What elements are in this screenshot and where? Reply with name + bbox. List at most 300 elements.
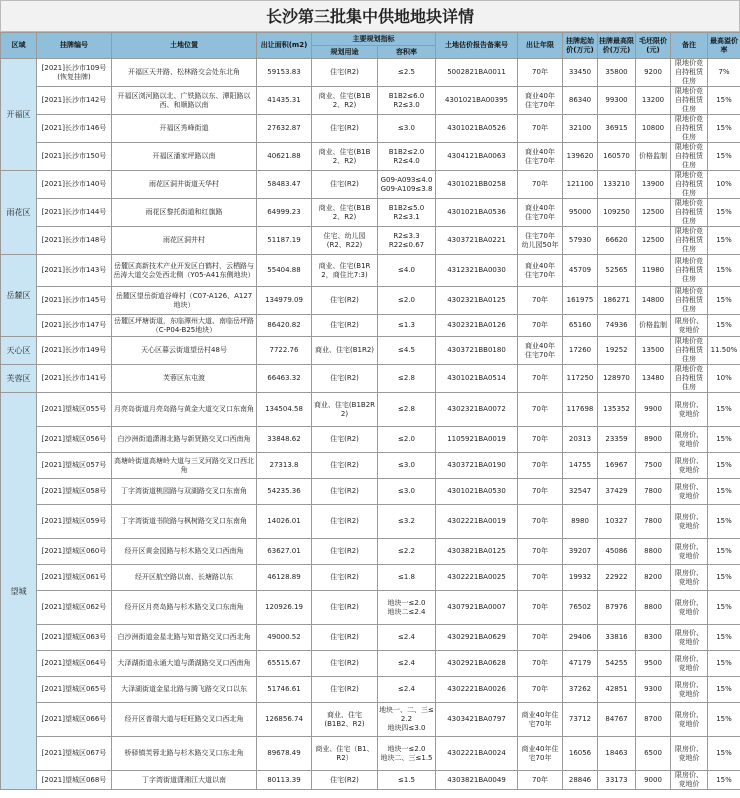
location-cell: 丁字湾街道潇湘江大道以南 xyxy=(112,771,257,790)
location-cell: 天心区暮云街道望岳村48号 xyxy=(112,337,257,365)
start-price-cell: 19932 xyxy=(563,565,598,591)
use-cell xyxy=(312,771,378,790)
years-cell-line: 70年 xyxy=(532,633,548,641)
max-price-cell: 42851 xyxy=(598,677,636,703)
use-cell-line: 商业、住宅(B1R2) xyxy=(314,346,375,354)
note-cell: 限房价、竞地价 xyxy=(671,591,708,625)
far-cell xyxy=(378,365,436,393)
location-cell: 丁字湾街道书院路与枫树路交叉口东南角 xyxy=(112,505,257,539)
note-cell: 限房价、竞地价 xyxy=(671,625,708,651)
use-cell-line: 住宅(R2) xyxy=(330,547,359,555)
table-row xyxy=(1,771,740,790)
district-cell: 雨花区 xyxy=(1,171,37,255)
max-price-cell: 45086 xyxy=(598,539,636,565)
gross-price-cell: 9300 xyxy=(636,677,671,703)
use-cell-line: 住宅(R2) xyxy=(330,124,359,132)
use-cell-line: 住宅(R2) xyxy=(330,487,359,495)
years-cell-line: 住宅70年 xyxy=(525,100,555,109)
use-cell-line: 住宅(R2) xyxy=(330,374,359,382)
far-cell-line: G09-A093≤4.0 xyxy=(380,175,433,184)
premium-cell: 15% xyxy=(708,565,740,591)
far-cell xyxy=(378,255,436,287)
area-cell: 51187.19 xyxy=(257,227,312,255)
report-cell: 4301021BA0536 xyxy=(436,199,518,227)
use-cell xyxy=(312,143,378,171)
plot-no-cell: [2021]长沙市149号 xyxy=(37,337,112,365)
report-cell: 4301021BA0514 xyxy=(436,365,518,393)
table-row xyxy=(1,677,740,703)
start-price-cell: 28846 xyxy=(563,771,598,790)
far-cell xyxy=(378,453,436,479)
note-cell: 限地价竞自持租赁住房 xyxy=(671,199,708,227)
location-cell: 经开区普瑞大道与旺旺路交叉口西北角 xyxy=(112,703,257,737)
area-cell: 120926.19 xyxy=(257,591,312,625)
far-cell xyxy=(378,59,436,87)
location-cell: 岳麓区望岳街道谷峰村（C07-A126、A127地块） xyxy=(112,287,257,315)
years-cell-line: 70年 xyxy=(532,405,548,413)
table-row xyxy=(1,87,740,115)
max-price-cell: 23359 xyxy=(598,427,636,453)
plot-no-cell: [2021]望城区064号 xyxy=(37,651,112,677)
max-price-cell: 186271 xyxy=(598,287,636,315)
gross-price-cell: 8800 xyxy=(636,539,671,565)
use-cell-line: 商业、住宅(B1B2、R2) xyxy=(318,203,371,221)
far-cell xyxy=(378,87,436,115)
report-cell: 4303421BA0797 xyxy=(436,703,518,737)
location-cell: 雨花区洞井街道天华村 xyxy=(112,171,257,199)
gross-price-cell: 12500 xyxy=(636,199,671,227)
use-cell xyxy=(312,427,378,453)
far-cell-line: 地块四≤3.0 xyxy=(387,724,426,732)
far-cell-line: ≤3.0 xyxy=(398,461,415,469)
use-cell-line: 商业、住宅（B1、R2） xyxy=(315,744,374,762)
gross-price-cell: 13200 xyxy=(636,87,671,115)
location-cell: 大泽湖街道永通大道与潇湖路交叉口西南角 xyxy=(112,651,257,677)
gross-price-cell: 14800 xyxy=(636,287,671,315)
max-price-cell: 74936 xyxy=(598,315,636,337)
use-cell xyxy=(312,393,378,427)
far-cell xyxy=(378,505,436,539)
years-cell-line: 70年 xyxy=(532,487,548,495)
years-cell xyxy=(518,737,563,771)
use-cell xyxy=(312,171,378,199)
area-cell: 46128.89 xyxy=(257,565,312,591)
start-price-cell: 86340 xyxy=(563,87,598,115)
years-cell-line: 70年 xyxy=(532,68,548,76)
far-cell xyxy=(378,143,436,171)
use-cell xyxy=(312,539,378,565)
gross-price-cell: 9900 xyxy=(636,393,671,427)
plot-no-cell: [2021]望城区059号 xyxy=(37,505,112,539)
max-price-cell: 66620 xyxy=(598,227,636,255)
plot-table-body xyxy=(1,59,740,790)
note-cell: 限房价、竞地价 xyxy=(671,315,708,337)
start-price-cell: 8980 xyxy=(563,505,598,539)
table-row xyxy=(1,591,740,625)
note-cell: 限地价竞自持租赁住房 xyxy=(671,337,708,365)
max-price-cell: 84767 xyxy=(598,703,636,737)
area-cell: 7722.76 xyxy=(257,337,312,365)
far-cell-line: ≤2.5 xyxy=(398,68,415,76)
far-cell xyxy=(378,227,436,255)
gross-price-cell: 8200 xyxy=(636,565,671,591)
table-row xyxy=(1,651,740,677)
table-row xyxy=(1,227,740,255)
use-cell-line: 住宅(R2) xyxy=(330,461,359,469)
use-cell-line: 住宅(R2) xyxy=(330,68,359,76)
table-row xyxy=(1,505,740,539)
use-cell xyxy=(312,565,378,591)
start-price-cell: 121100 xyxy=(563,171,598,199)
years-cell-line: 70年 xyxy=(532,435,548,443)
use-cell-line: 商业、住宅(B1B2、R2) xyxy=(318,147,371,165)
max-price-cell: 33173 xyxy=(598,771,636,790)
use-cell-line: (B1B2、R2) xyxy=(324,719,365,728)
gross-price-cell: 9500 xyxy=(636,651,671,677)
far-cell xyxy=(378,651,436,677)
years-cell-line: 70年 xyxy=(532,517,548,525)
start-price-cell: 95000 xyxy=(563,199,598,227)
use-cell-line: 住宅(R2) xyxy=(330,603,359,611)
table-row xyxy=(1,315,740,337)
report-cell: 4301021BA0526 xyxy=(436,115,518,143)
start-price-cell: 45709 xyxy=(563,255,598,287)
far-cell xyxy=(378,565,436,591)
header-max-price: 挂牌最高限价(万元) xyxy=(598,33,636,59)
report-cell: 4302921BA0629 xyxy=(436,625,518,651)
plot-no-cell: [2021]望城区058号 xyxy=(37,479,112,505)
far-cell xyxy=(378,591,436,625)
use-cell xyxy=(312,453,378,479)
far-cell xyxy=(378,337,436,365)
far-cell-line: ≤4.5 xyxy=(398,346,415,354)
years-cell-line: 70年 xyxy=(532,603,548,611)
district-cell: 望城 xyxy=(1,393,37,790)
location-cell: 桥驿镇芙蓉北路与杉木路交叉口东北角 xyxy=(112,737,257,771)
table-row xyxy=(1,625,740,651)
years-cell xyxy=(518,393,563,427)
premium-cell: 15% xyxy=(708,703,740,737)
premium-cell: 15% xyxy=(708,427,740,453)
header-gross: 毛坯限价(元) xyxy=(636,33,671,59)
note-cell: 限房价、竞地价 xyxy=(671,393,708,427)
years-cell xyxy=(518,365,563,393)
far-cell xyxy=(378,199,436,227)
premium-cell: 7% xyxy=(708,59,740,87)
max-price-cell: 135352 xyxy=(598,393,636,427)
premium-cell: 15% xyxy=(708,625,740,651)
premium-cell: 15% xyxy=(708,737,740,771)
location-cell: 雨花区黎托街道和红旗路 xyxy=(112,199,257,227)
use-cell-line: 住宅(R2) xyxy=(330,659,359,667)
years-cell xyxy=(518,255,563,287)
header-far: 容积率 xyxy=(378,46,436,59)
start-price-cell: 29406 xyxy=(563,625,598,651)
plot-no-cell: [2021]长沙市147号 xyxy=(37,315,112,337)
use-cell xyxy=(312,59,378,87)
plot-no-cell: [2021]长沙市140号 xyxy=(37,171,112,199)
table-row xyxy=(1,199,740,227)
max-price-cell: 128970 xyxy=(598,365,636,393)
start-price-cell: 76502 xyxy=(563,591,598,625)
start-price-cell: 32100 xyxy=(563,115,598,143)
far-cell xyxy=(378,393,436,427)
note-cell: 限地价竞自持租赁住房 xyxy=(671,143,708,171)
report-cell: 4307921BA0007 xyxy=(436,591,518,625)
years-cell-line: 商业40年 xyxy=(525,203,555,212)
location-cell: 经开区航空路以南、长塘路以东 xyxy=(112,565,257,591)
note-cell: 限地价竞自持租赁住房 xyxy=(671,287,708,315)
start-price-cell: 17260 xyxy=(563,337,598,365)
premium-cell: 15% xyxy=(708,115,740,143)
header-report: 土地估价报告备案号 xyxy=(436,33,518,59)
note-cell: 限房价、竞地价 xyxy=(671,427,708,453)
report-cell: 4303821BA0049 xyxy=(436,771,518,790)
header-planning: 主要规划指标 xyxy=(312,33,436,46)
years-cell xyxy=(518,651,563,677)
use-cell-line: 商业、住宅(B1B2、R2) xyxy=(318,91,371,109)
report-cell: 1105921BA0019 xyxy=(436,427,518,453)
header-use: 规划用途 xyxy=(312,46,378,59)
years-cell-line: 住宅70年 xyxy=(525,270,555,279)
years-cell-line: 70年 xyxy=(532,775,548,784)
years-cell-line: 70年 xyxy=(532,124,548,132)
area-cell: 55404.88 xyxy=(257,255,312,287)
plot-no-cell: [2021]望城区055号 xyxy=(37,393,112,427)
table-row xyxy=(1,427,740,453)
area-cell: 58483.47 xyxy=(257,171,312,199)
years-cell xyxy=(518,227,563,255)
far-cell-line: ≤2.4 xyxy=(398,685,415,693)
years-cell xyxy=(518,591,563,625)
years-cell-line: 商业40年 xyxy=(525,147,555,156)
years-cell-line: 70年 xyxy=(532,180,548,188)
premium-cell: 15% xyxy=(708,87,740,115)
district-cell: 天心区 xyxy=(1,337,37,365)
location-cell: 经开区黄金园路与杉木路交叉口西南角 xyxy=(112,539,257,565)
gross-price-cell: 7800 xyxy=(636,505,671,539)
gross-price-cell: 8800 xyxy=(636,591,671,625)
area-cell: 126856.74 xyxy=(257,703,312,737)
years-cell-line: 70年 xyxy=(532,321,548,329)
start-price-cell: 73712 xyxy=(563,703,598,737)
use-cell-line: 住宅(R2) xyxy=(330,633,359,641)
start-price-cell: 39207 xyxy=(563,539,598,565)
area-cell: 134979.09 xyxy=(257,287,312,315)
premium-cell: 15% xyxy=(708,505,740,539)
use-cell xyxy=(312,255,378,287)
use-cell-line: 住宅(R2) xyxy=(330,517,359,525)
max-price-cell: 37429 xyxy=(598,479,636,505)
plot-no-cell: [2021]长沙市142号 xyxy=(37,87,112,115)
report-cell: 4302221BA0026 xyxy=(436,677,518,703)
years-cell xyxy=(518,771,563,790)
report-cell: 4303721BB0180 xyxy=(436,337,518,365)
area-cell: 66463.32 xyxy=(257,365,312,393)
report-cell: 4304121BA0063 xyxy=(436,143,518,171)
premium-cell: 15% xyxy=(708,453,740,479)
years-cell-line: 70年 xyxy=(532,374,548,382)
far-cell xyxy=(378,737,436,771)
far-cell xyxy=(378,771,436,790)
years-cell-line: 住宅70年 xyxy=(525,231,555,240)
start-price-cell: 117698 xyxy=(563,393,598,427)
area-cell: 40621.88 xyxy=(257,143,312,171)
premium-cell: 15% xyxy=(708,677,740,703)
far-cell-line: ≤1.3 xyxy=(398,321,415,329)
header-premium: 最高溢价率 xyxy=(708,33,740,59)
far-cell-line: R2≤3.0 xyxy=(393,100,420,109)
header-start: 挂牌起始价(万元) xyxy=(563,33,598,59)
table-row xyxy=(1,365,740,393)
start-price-cell: 14755 xyxy=(563,453,598,479)
years-cell-line: 商业40年住宅70年 xyxy=(521,744,559,762)
plot-table xyxy=(0,32,740,790)
table-row xyxy=(1,393,740,427)
far-cell-line: B1B2≤6.0 xyxy=(388,91,425,100)
premium-cell: 15% xyxy=(708,539,740,565)
report-cell: 4302321BA0126 xyxy=(436,315,518,337)
table-row xyxy=(1,171,740,199)
report-cell: 4302221BA0019 xyxy=(436,505,518,539)
premium-cell: 15% xyxy=(708,479,740,505)
report-cell: 4302321BA0072 xyxy=(436,393,518,427)
header-years: 出让年限 xyxy=(518,33,563,59)
note-cell: 限地价竞自持租赁住房 xyxy=(671,115,708,143)
plot-no-cell: [2021]长沙市109号(恢复挂牌) xyxy=(37,59,112,87)
plot-no-cell: [2021]长沙市150号 xyxy=(37,143,112,171)
years-cell xyxy=(518,539,563,565)
gross-price-cell: 价格监制 xyxy=(636,315,671,337)
far-cell-line: ≤3.0 xyxy=(398,487,415,495)
premium-cell: 15% xyxy=(708,771,740,790)
max-price-cell: 109250 xyxy=(598,199,636,227)
premium-cell: 10% xyxy=(708,365,740,393)
use-cell xyxy=(312,227,378,255)
area-cell: 65515.67 xyxy=(257,651,312,677)
far-cell xyxy=(378,115,436,143)
premium-cell: 15% xyxy=(708,393,740,427)
years-cell-line: 住宅70年 xyxy=(525,350,555,359)
far-cell xyxy=(378,171,436,199)
far-cell xyxy=(378,287,436,315)
far-cell-line: ≤3.2 xyxy=(398,517,415,525)
far-cell xyxy=(378,539,436,565)
years-cell xyxy=(518,453,563,479)
plot-no-cell: [2021]望城区061号 xyxy=(37,565,112,591)
note-cell: 限房价、竞地价 xyxy=(671,505,708,539)
years-cell xyxy=(518,287,563,315)
location-cell: 岳麓区坪塘街道，东临潭州大道、南临岳坪路（C-P04-B25地块） xyxy=(112,315,257,337)
header-area: 出让面积(m2) xyxy=(257,33,312,59)
use-cell-line: 住宅(R2) xyxy=(330,180,359,188)
area-cell: 59153.83 xyxy=(257,59,312,87)
max-price-cell: 160570 xyxy=(598,143,636,171)
use-cell xyxy=(312,505,378,539)
far-cell-line: 地块一≤2.0 xyxy=(387,744,426,753)
years-cell xyxy=(518,505,563,539)
far-cell-line: R2≤3.3 xyxy=(393,231,420,240)
use-cell xyxy=(312,365,378,393)
gross-price-cell: 8300 xyxy=(636,625,671,651)
table-row xyxy=(1,115,740,143)
years-cell-line: 70年 xyxy=(532,461,548,469)
location-cell: 丁字湾街道桃园路与双湖路交叉口东南角 xyxy=(112,479,257,505)
use-cell-line: 商业、住宅(B1B2R2) xyxy=(313,400,376,418)
use-cell-line: 商业、住宅 xyxy=(327,710,362,719)
table-row xyxy=(1,59,740,87)
gross-price-cell: 6500 xyxy=(636,737,671,771)
use-cell-line: 商业、住宅(B1R2，商住比7:3) xyxy=(318,261,371,279)
use-cell-line: 住宅(R2) xyxy=(330,435,359,443)
report-cell: 4302321BA0125 xyxy=(436,287,518,315)
max-price-cell: 99300 xyxy=(598,87,636,115)
plot-no-cell: [2021]望城区057号 xyxy=(37,453,112,479)
note-cell: 限房价、竞地价 xyxy=(671,539,708,565)
max-price-cell: 10327 xyxy=(598,505,636,539)
far-cell-line: ≤2.8 xyxy=(398,374,415,382)
note-cell: 限地价竞自持租赁住房 xyxy=(671,87,708,115)
years-cell xyxy=(518,427,563,453)
far-cell-line: 地块一≤2.0 xyxy=(387,598,426,607)
report-cell: 4312321BA0030 xyxy=(436,255,518,287)
max-price-cell: 52565 xyxy=(598,255,636,287)
plot-no-cell: [2021]望城区056号 xyxy=(37,427,112,453)
start-price-cell: 161975 xyxy=(563,287,598,315)
page-title: 长沙第三批集中供地地块详情 xyxy=(0,0,740,32)
years-cell-line: 住宅70年 xyxy=(525,156,555,165)
far-cell-line: ≤2.4 xyxy=(398,659,415,667)
location-cell: 岳麓区高新技术产业开发区白鹤村，云栖路与岳涛大道交会处西北侧（Y05-A41东侧地块） xyxy=(112,255,257,287)
far-cell-line: G09-A109≤3.8 xyxy=(380,184,433,193)
location-cell: 开福区潘家坪路以南 xyxy=(112,143,257,171)
gross-price-cell: 7800 xyxy=(636,479,671,505)
premium-cell: 15% xyxy=(708,591,740,625)
years-cell xyxy=(518,59,563,87)
location-cell: 开福区浏河路以北、广铁路以东、潭阳路以西、和顺路以南 xyxy=(112,87,257,115)
plot-no-cell: [2021]长沙市148号 xyxy=(37,227,112,255)
far-cell-line: ≤2.4 xyxy=(398,633,415,641)
use-cell xyxy=(312,337,378,365)
start-price-cell: 16056 xyxy=(563,737,598,771)
location-cell: 高塘岭街道高塘岭大道与三叉河路交叉口西北角 xyxy=(112,453,257,479)
plot-no-cell: [2021]长沙市143号 xyxy=(37,255,112,287)
report-cell: 4301021BB0258 xyxy=(436,171,518,199)
location-cell: 芙蓉区东屯渡 xyxy=(112,365,257,393)
report-cell: 4301021BA00395 xyxy=(436,87,518,115)
note-cell: 限房价、竞地价 xyxy=(671,479,708,505)
max-price-cell: 133210 xyxy=(598,171,636,199)
plot-no-cell: [2021]长沙市146号 xyxy=(37,115,112,143)
report-cell: 5002821BA0011 xyxy=(436,59,518,87)
note-cell: 限地价竞自持租赁住房 xyxy=(671,365,708,393)
years-cell xyxy=(518,703,563,737)
far-cell-line: ≤2.8 xyxy=(398,405,415,413)
note-cell: 限地价竞自持租赁住房 xyxy=(671,171,708,199)
use-cell xyxy=(312,287,378,315)
note-cell: 限房价、竞地价 xyxy=(671,737,708,771)
use-cell xyxy=(312,315,378,337)
district-cell: 岳麓区 xyxy=(1,255,37,337)
location-cell: 雨花区洞井村 xyxy=(112,227,257,255)
years-cell xyxy=(518,479,563,505)
start-price-cell: 65160 xyxy=(563,315,598,337)
gross-price-cell: 10800 xyxy=(636,115,671,143)
area-cell: 27313.8 xyxy=(257,453,312,479)
note-cell: 限地价竞自持租赁住房 xyxy=(671,227,708,255)
start-price-cell: 33450 xyxy=(563,59,598,87)
years-cell xyxy=(518,87,563,115)
